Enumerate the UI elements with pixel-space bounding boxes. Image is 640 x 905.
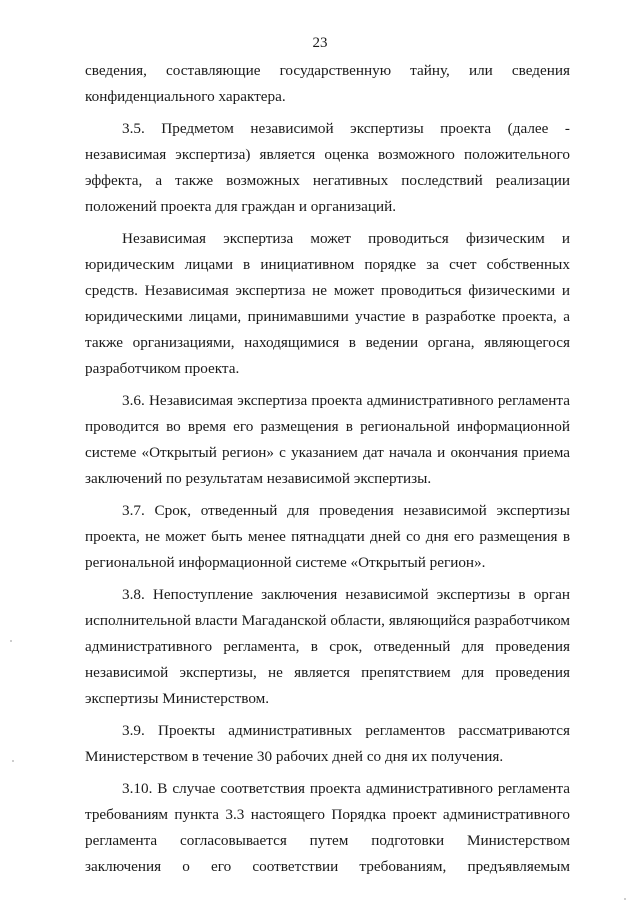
paragraph-3-5: 3.5. Предметом независимой экспертизы проекта (далее - независимая экспертиза) является оценка возможного положительного эффекта, а также возможных негативных последствий реализации положений проекта для граждан и организаций. <box>85 120 570 215</box>
paragraph-3-8: 3.8. Непоступление заключения независимой экспертизы в орган исполнительной власти Магаданской области, являющийся разработчиком административного регламента, в срок, отведенный для проведения независимой экспертизы, не является препятствием для проведения экспертизы Министерством. <box>85 586 570 707</box>
scan-speck <box>12 760 14 762</box>
scan-speck <box>624 898 626 900</box>
paragraph-3-7: 3.7. Срок, отведенный для проведения независимой экспертизы проекта, не может быть менее пятнадцати дней со дня его размещения в региональной информационной системе «Открытый регион». <box>85 502 570 571</box>
paragraph-3-9: 3.9. Проекты административных регламентов рассматриваются Министерством в течение 30 рабочих дней со дня их получения. <box>85 722 570 765</box>
page-number: 23 <box>312 35 328 51</box>
paragraph-continuation: сведения, составляющие государственную тайну, или сведения конфиденциального характера. <box>85 62 570 105</box>
paragraph-3-6: 3.6. Независимая экспертиза проекта административного регламента проводится во время его размещения в региональной информационной системе «Открытый регион» с указанием дат начала и окончания приема заключений по результатам независимой экспертизы. <box>85 392 570 487</box>
paragraph-independent-expertise: Независимая экспертиза может проводиться физическим и юридическим лицами в инициативном порядке за счет собственных средств. Независимая экспертиза не может проводиться физическими и юридическими лицами, принимавшими участие в разработке проекта, а также организациями, находящимися в ведении органа, являющегося разработчиком проекта. <box>85 230 570 377</box>
scan-speck <box>10 640 12 642</box>
document-body <box>85 58 570 880</box>
paragraph-3-10: 3.10. В случае соответствия проекта административного регламента требованиям пункта 3.3 настоящего Порядка проект административного регламента согласовывается путем подготовки Министерством заключения о его соответствии требованиям, предъявляемым <box>85 780 570 875</box>
